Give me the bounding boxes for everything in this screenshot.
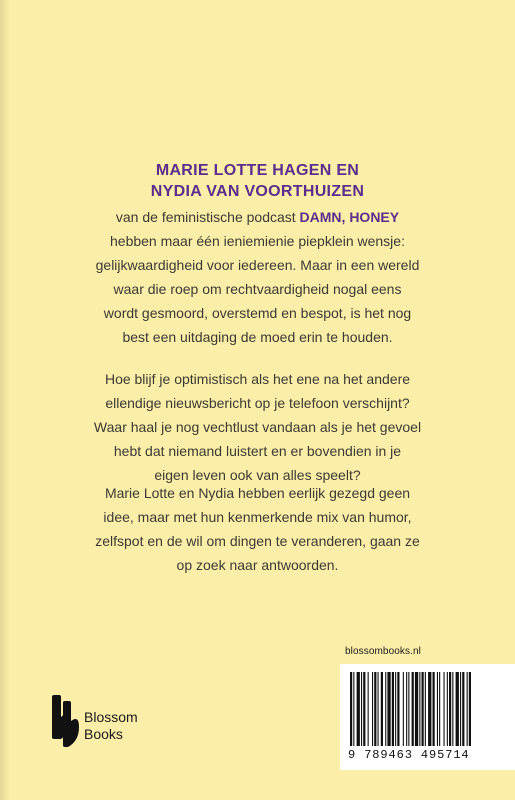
publisher-name [84, 709, 138, 743]
publisher-name-line-1: Blossom [84, 709, 138, 725]
author-line-1: MARIE LOTTE HAGEN EN [155, 162, 360, 179]
blurb-line: op zoek naar antwoorden. [176, 557, 339, 573]
blurb-line [40, 205, 475, 229]
blurb-paragraph-2 [40, 367, 475, 487]
publisher-website: blossombooks.nl [345, 646, 421, 657]
blurb-line: Hoe blijf je optimistisch als het ene na het andere [104, 371, 411, 387]
blurb-line: wordt gesmoord, overstemd en bespot, is het nog [103, 305, 412, 321]
author-names [40, 160, 475, 202]
blurb-line: gelijkwaardigheid voor iedereen. Maar in een wereld [95, 257, 420, 273]
author-line-2: NYDIA VAN VOORTHUIZEN [150, 183, 365, 200]
blurb-line: best een uitdaging de moed erin te houden. [122, 329, 393, 345]
spine-shadow [0, 0, 10, 800]
publisher-logo [52, 695, 192, 755]
barcode-bars [348, 672, 508, 748]
podcast-name: DAMN, HONEY [299, 209, 400, 225]
blossom-logo-icon [52, 695, 80, 747]
blurb-line: eigen leven ook van alles speelt? [154, 467, 361, 483]
blurb-line: zelfspot en de wil om dingen te veranderen, gaan ze [95, 533, 420, 549]
blurb-paragraph-1 [40, 205, 475, 349]
isbn-number: 9 789463 495714 [348, 748, 470, 762]
blurb-line: waar die roep om rechtvaardigheid nogal eens [113, 281, 402, 297]
blurb-line: hebben maar één ieniemienie piepklein wensje: [110, 233, 405, 249]
blurb-line: hebt dat niemand luistert en er bovendien in je [113, 443, 402, 459]
blurb-line: Marie Lotte en Nydia hebben eerlijk gezegd geen [104, 485, 411, 501]
blurb-line: idee, maar met hun kenmerkende mix van humor, [103, 509, 412, 525]
blurb-paragraph-3 [40, 481, 475, 577]
publisher-name-line-2: Books [84, 726, 123, 742]
podcast-intro: van de feministische podcast [115, 209, 296, 225]
barcode [340, 664, 515, 770]
blurb-line: ellendige nieuwsbericht op je telefoon verschijnt? [105, 395, 410, 411]
blurb-line: Waar haal je nog vechtlust vandaan als je het gevoel [93, 419, 422, 435]
